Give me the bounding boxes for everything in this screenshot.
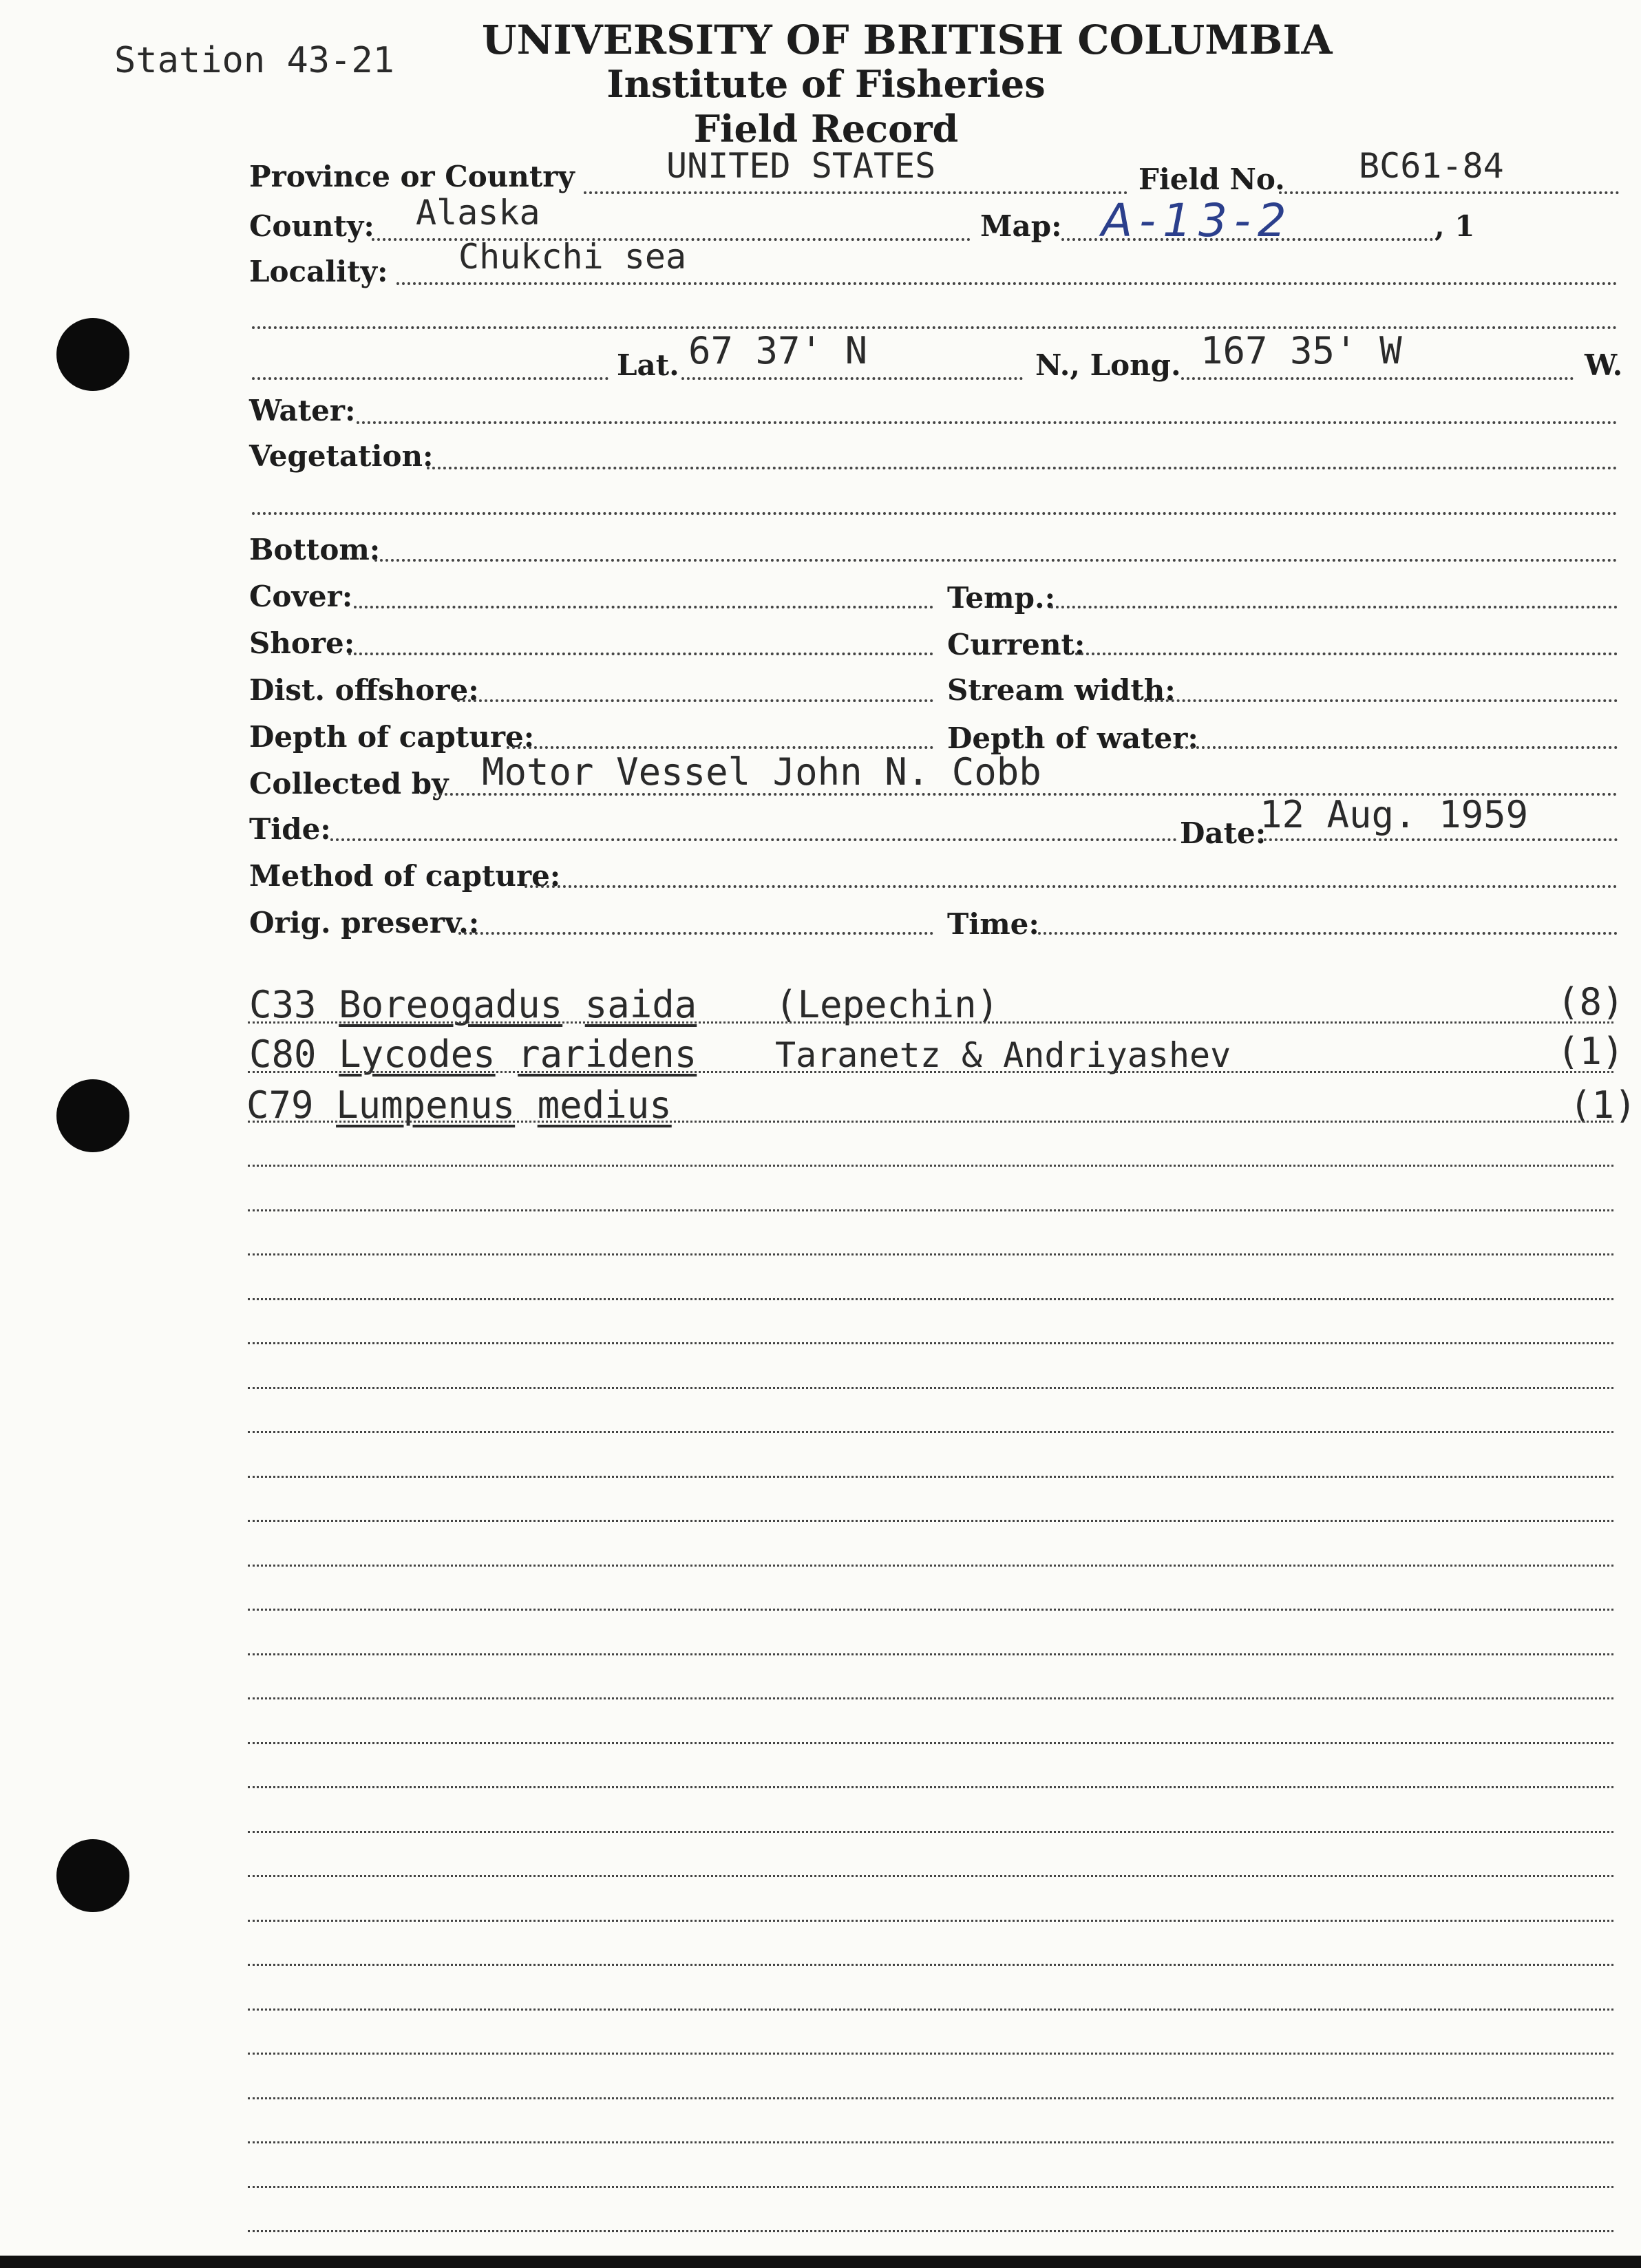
lat-line: [681, 377, 1023, 380]
ruled-line: [248, 2230, 1613, 2232]
date-value: 12 Aug. 1959: [1260, 793, 1529, 836]
binder-hole-middle: [56, 1079, 129, 1152]
species-epithet: medius: [537, 1083, 672, 1127]
species-code: C80: [249, 1032, 317, 1076]
province-line: [584, 191, 1127, 194]
depth-water-label: Depth of water:: [947, 721, 1198, 755]
ruled-line: [248, 1387, 1613, 1389]
n-long-label: N., Long.: [1035, 348, 1181, 382]
time-line: [1038, 932, 1618, 935]
vegetation-line-2: [252, 512, 1618, 515]
species-count: (8): [1557, 980, 1624, 1024]
ruled-line: [248, 1431, 1613, 1433]
ruled-line: [248, 1298, 1613, 1300]
species-row-2: [249, 1032, 697, 1076]
species-genus: Lycodes: [339, 1032, 496, 1076]
species-count: (1): [1569, 1083, 1637, 1127]
ruled-line: [248, 1697, 1613, 1699]
binder-hole-bottom: [56, 1839, 129, 1912]
species-epithet: raridens: [518, 1032, 697, 1076]
depth-capture-line: [507, 746, 933, 749]
species-author: Taranetz & Andriyashev: [775, 1035, 1231, 1075]
shore-line: [348, 653, 933, 655]
ruled-line: [248, 2009, 1613, 2011]
ruled-line: [248, 1964, 1613, 1966]
ruled-line: [248, 1520, 1613, 1522]
county-label: County:: [249, 209, 374, 243]
depth-water-line: [1174, 746, 1618, 749]
current-label: Current:: [947, 628, 1086, 661]
ruled-line: [248, 1342, 1613, 1344]
dist-offshore-line: [457, 699, 933, 702]
orig-preserv-label: Orig. preserv.:: [249, 906, 480, 940]
bottom-line: [374, 559, 1618, 562]
species-author: (Lepechin): [775, 983, 999, 1026]
ruled-line: [248, 1920, 1613, 1922]
department-title: Institute of Fisheries: [606, 62, 1046, 106]
ruled-line: [248, 1742, 1613, 1744]
water-label: Water:: [249, 394, 356, 427]
locality-label: Locality:: [249, 255, 388, 288]
province-value: UNITED STATES: [666, 146, 936, 186]
field-no-label: Field No.: [1139, 162, 1285, 196]
ruled-line: [248, 2053, 1613, 2055]
ruled-line: [248, 1786, 1613, 1788]
tide-line: [330, 838, 1177, 841]
lat-label: Lat.: [617, 348, 679, 382]
ruled-line: [248, 1209, 1613, 1211]
dist-offshore-label: Dist. offshore:: [249, 673, 479, 707]
ruled-line: [248, 1565, 1613, 1567]
species-code: C33: [249, 983, 317, 1026]
date-line: [1258, 838, 1618, 841]
stream-width-label: Stream width:: [947, 673, 1176, 707]
lat-value: 67 37' N: [688, 329, 868, 372]
collected-by-value: Motor Vessel John N. Cobb: [482, 750, 1041, 794]
collected-by-label: Collected by: [249, 767, 449, 801]
locality-value: Chukchi sea: [458, 237, 687, 277]
temp-label: Temp.:: [947, 581, 1056, 615]
province-label: Province or Country: [249, 160, 575, 193]
orig-preserv-line: [458, 932, 933, 935]
species-genus: Boreogadus: [339, 983, 563, 1026]
field-no-value: BC61-84: [1359, 146, 1504, 186]
map-label: Map:: [980, 209, 1062, 243]
institution-title: UNIVERSITY OF BRITISH COLUMBIA: [482, 17, 1333, 63]
tide-label: Tide:: [249, 812, 331, 846]
ruled-line: [248, 2097, 1613, 2099]
stream-width-line: [1144, 699, 1618, 702]
species-code: C79: [246, 1083, 314, 1127]
current-line: [1075, 653, 1618, 655]
lat-line-left: [252, 377, 608, 380]
map-value: A-13-2: [1101, 194, 1293, 247]
cover-line: [354, 606, 933, 608]
map-suffix: , 1: [1434, 209, 1475, 243]
species-genus: Lumpenus: [336, 1083, 516, 1127]
station-number: Station 43-21: [114, 40, 394, 81]
county-value: Alaska: [416, 193, 540, 233]
record-type-title: Field Record: [693, 107, 959, 151]
species-epithet: saida: [584, 983, 697, 1026]
locality-line: [396, 282, 1618, 285]
long-line: [1181, 377, 1574, 380]
binder-hole-top: [56, 318, 129, 391]
bottom-label: Bottom:: [249, 533, 381, 566]
ruled-line: [248, 1165, 1613, 1167]
date-label: Date:: [1180, 816, 1267, 850]
method-line: [525, 885, 1618, 888]
species-count: (1): [1557, 1030, 1624, 1073]
ruled-line: [248, 1875, 1613, 1877]
species-row-1: [249, 983, 697, 1026]
long-value: 167 35' W: [1200, 329, 1402, 372]
time-label: Time:: [947, 907, 1039, 941]
vegetation-label: Vegetation:: [249, 439, 434, 473]
ruled-line: [248, 1121, 1613, 1123]
scan-edge: [0, 2256, 1641, 2268]
vegetation-line: [427, 467, 1618, 469]
ruled-line: [248, 1021, 1613, 1024]
ruled-line: [248, 1253, 1613, 1255]
locality-line-2: [252, 326, 1618, 329]
w-label: W.: [1585, 348, 1623, 382]
ruled-line: [248, 1071, 1613, 1073]
ruled-line: [248, 1831, 1613, 1833]
ruled-line: [248, 2141, 1613, 2143]
temp-line: [1050, 606, 1618, 608]
method-label: Method of capture:: [249, 859, 561, 893]
water-line: [357, 421, 1618, 424]
shore-label: Shore:: [249, 626, 355, 660]
ruled-line: [248, 1609, 1613, 1611]
ruled-line: [248, 1653, 1613, 1655]
ruled-line: [248, 1476, 1613, 1478]
depth-capture-label: Depth of capture:: [249, 720, 535, 754]
cover-label: Cover:: [249, 580, 353, 613]
ruled-line: [248, 2186, 1613, 2188]
field-no-line: [1279, 191, 1619, 194]
